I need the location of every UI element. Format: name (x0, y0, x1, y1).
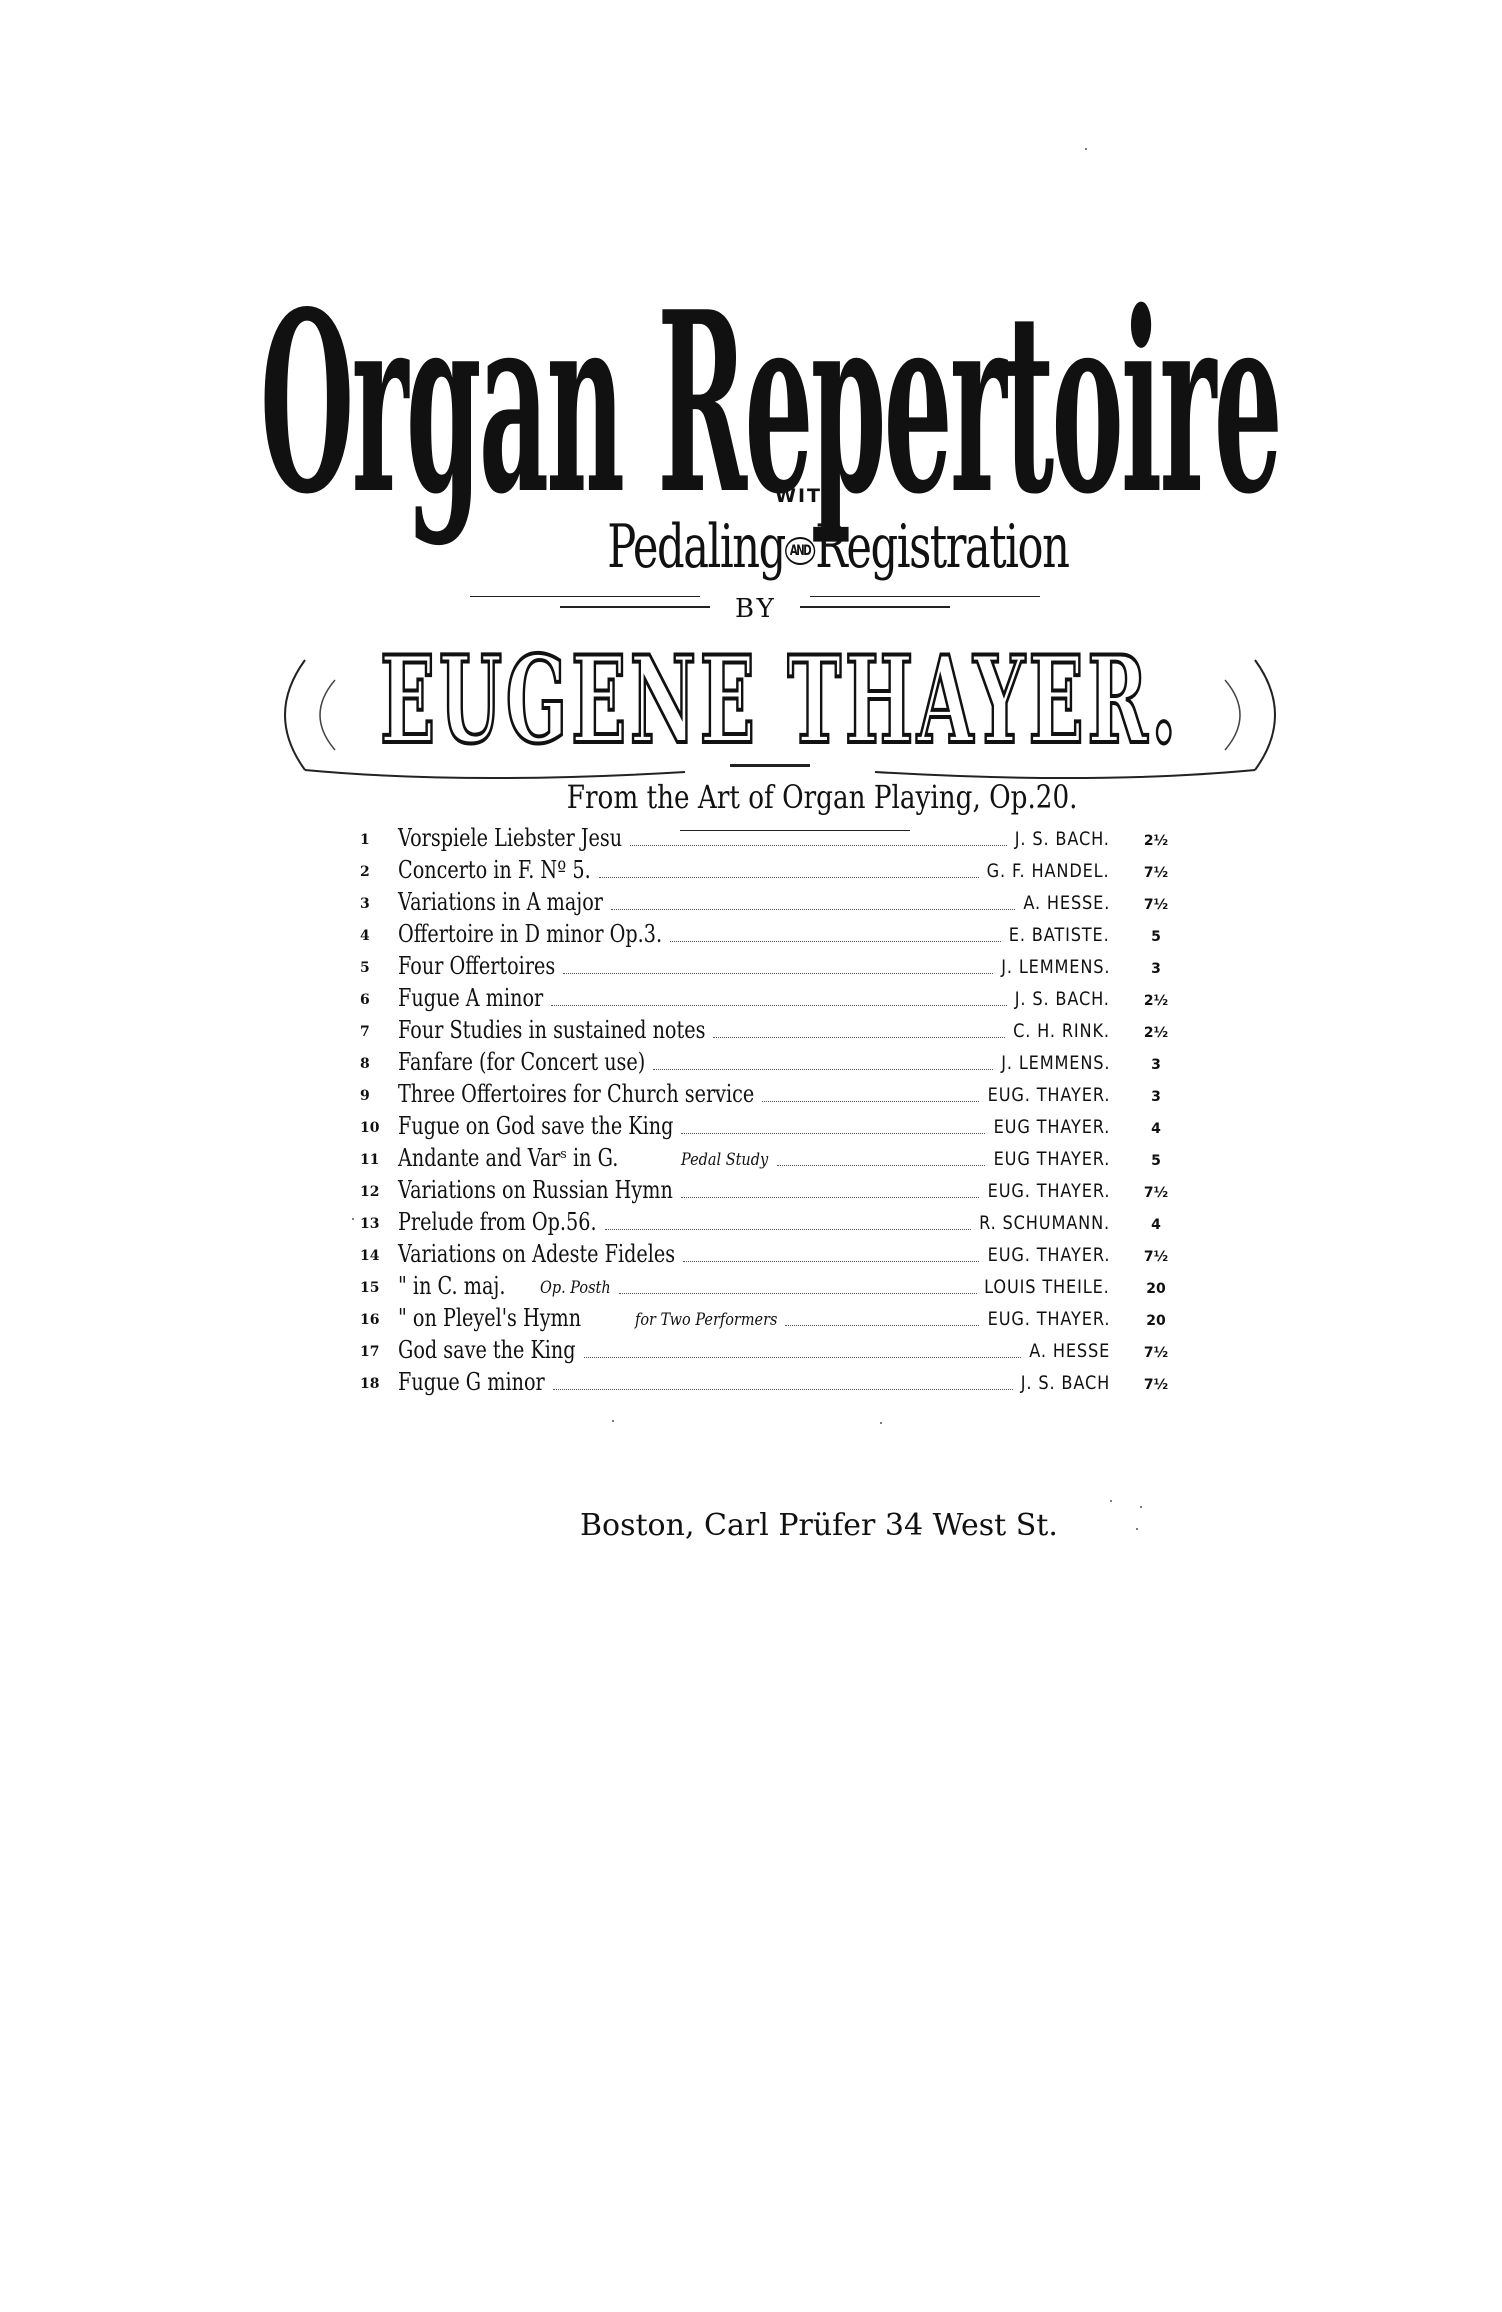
price: 7½ (1143, 865, 1169, 881)
price: 7½ (1143, 1185, 1169, 1201)
contents-row (360, 1300, 1190, 1332)
piece-title: Concerto in F. Nº 5. (398, 856, 591, 884)
leader-dots (584, 1357, 1022, 1358)
price: 4 (1151, 1217, 1161, 1233)
price: 7½ (1143, 1249, 1169, 1265)
composer-name: J. LEMMENS. (1000, 1052, 1110, 1074)
piece-title: Variations on Adeste Fideles (398, 1240, 676, 1268)
by-label: BY (735, 594, 777, 624)
piece-title: Four Offertoires (398, 952, 556, 980)
item-number: 11 (360, 1152, 380, 1168)
leader-dots (599, 877, 979, 878)
price: 20 (1146, 1281, 1166, 1297)
piece-title: God save the King (398, 1336, 576, 1364)
composer-name: G. F. HANDEL. (987, 860, 1110, 882)
contents-row (360, 820, 1190, 852)
contents-row (360, 1332, 1190, 1364)
item-number: 6 (360, 992, 370, 1008)
piece-title: Vorspiele Liebster Jesu (398, 824, 623, 852)
leader-dots (605, 1229, 972, 1230)
leader-dots (670, 941, 1001, 942)
composer-name: EUG. THAYER. (987, 1180, 1110, 1202)
item-number: 16 (360, 1312, 380, 1328)
piece-title: Fugue on God save the King (398, 1112, 674, 1140)
price: 3 (1151, 961, 1161, 977)
composer-name: EUG THAYER. (993, 1116, 1110, 1138)
price: 3 (1151, 1057, 1161, 1073)
contents-row (360, 852, 1190, 884)
price: 2½ (1143, 833, 1169, 849)
item-number: 10 (360, 1120, 380, 1136)
leader-dots (553, 1389, 1013, 1390)
composer-name: A. HESSE. (1023, 892, 1110, 914)
item-number: 5 (360, 960, 370, 976)
author-name (370, 630, 1190, 760)
author-name-text: EUGENE THAYER. (380, 630, 1180, 760)
leader-dots (762, 1101, 979, 1102)
item-number: 17 (360, 1344, 380, 1360)
piece-title: Prelude from Op.56. (398, 1208, 597, 1236)
piece-title: Variations on Russian Hymn (398, 1176, 673, 1204)
composer-name: EUG. THAYER. (987, 1308, 1110, 1330)
item-number: 12 (360, 1184, 380, 1200)
price: 7½ (1143, 1377, 1169, 1393)
price: 4 (1151, 1121, 1161, 1137)
item-number: 2 (360, 864, 370, 880)
contents-row (360, 1140, 1190, 1172)
subtitle-registration: Registration (815, 512, 1069, 582)
composer-name: J. LEMMENS. (1000, 956, 1110, 978)
piece-note: Pedal Study (681, 1150, 769, 1170)
price: 2½ (1143, 1025, 1169, 1041)
price: 7½ (1143, 1345, 1169, 1361)
leader-dots (551, 1005, 1007, 1006)
piece-title: Three Offertoires for Church service (398, 1080, 755, 1108)
contents-row (360, 1268, 1190, 1300)
leader-dots (653, 1069, 993, 1070)
contents-row (360, 1012, 1190, 1044)
swash-line (560, 606, 710, 608)
contents-row (360, 916, 1190, 948)
item-number: 4 (360, 928, 370, 944)
subtitle-pedaling: Pedaling (607, 512, 785, 582)
piece-title: Fugue G minor (398, 1368, 545, 1396)
leader-dots (681, 1197, 979, 1198)
contents-row (360, 1204, 1190, 1236)
piece-title: Fugue A minor (398, 984, 544, 1012)
leader-dots (683, 1261, 979, 1262)
contents-row (360, 1076, 1190, 1108)
piece-note: for Two Performers (634, 1310, 778, 1330)
contents-row (360, 1236, 1190, 1268)
composer-name: C. H. RINK. (1013, 1020, 1110, 1042)
leader-dots (619, 1293, 977, 1294)
piece-title: Four Studies in sustained notes (398, 1016, 706, 1044)
leader-dots (713, 1037, 1005, 1038)
price: 2½ (1143, 993, 1169, 1009)
subtitle-and-ornament: AND (785, 537, 815, 565)
composer-name: J. S. BACH. (1014, 988, 1110, 1010)
contents-row (360, 1364, 1190, 1396)
contents-row (360, 980, 1190, 1012)
leader-dots (630, 845, 1007, 846)
composer-name: EUG. THAYER. (987, 1244, 1110, 1266)
price: 3 (1151, 1089, 1161, 1105)
composer-name: J. S. BACH. (1014, 828, 1110, 850)
piece-title: " on Pleyel's Hymn (398, 1304, 582, 1332)
price: 20 (1146, 1313, 1166, 1329)
item-number: 3 (360, 896, 370, 912)
swash-line (470, 596, 700, 597)
swash-line (800, 606, 950, 608)
piece-note: Op. Posth (540, 1278, 611, 1298)
publisher-imprint: Boston, Carl Prüfer 34 West St. (580, 1508, 1058, 1543)
piece-title: Offertoire in D minor Op.3. (398, 920, 663, 948)
leader-dots (563, 973, 993, 974)
composer-name: J. S. BACH (1020, 1372, 1110, 1394)
composer-name: LOUIS THEILE. (984, 1276, 1110, 1298)
item-number: 13 (360, 1216, 380, 1232)
contents-row (360, 1172, 1190, 1204)
subtitle (607, 512, 1069, 582)
swash-line (810, 596, 1040, 597)
composer-name: A. HESSE (1029, 1340, 1110, 1362)
item-number: 9 (360, 1088, 370, 1104)
leader-dots (785, 1325, 979, 1326)
price: 5 (1151, 1153, 1161, 1169)
composer-name: E. BATISTE. (1009, 924, 1110, 946)
piece-title: Variations in A major (398, 888, 603, 916)
composer-name: EUG. THAYER. (987, 1084, 1110, 1106)
item-number: 1 (360, 832, 370, 848)
composer-name: EUG THAYER. (993, 1148, 1110, 1170)
contents-list (360, 820, 1190, 1396)
leader-dots (777, 1165, 986, 1166)
contents-row (360, 1108, 1190, 1140)
leader-dots (611, 909, 1015, 910)
source-line: From the Art of Organ Playing, Op.20. (566, 778, 1078, 816)
item-number: 14 (360, 1248, 380, 1264)
item-number: 8 (360, 1056, 370, 1072)
contents-row (360, 948, 1190, 980)
contents-row (360, 884, 1190, 916)
piece-title: Andante and Varˢ in G. (398, 1144, 619, 1172)
price: 5 (1151, 929, 1161, 945)
piece-title: Fanfare (for Concert use) (398, 1048, 646, 1076)
contents-row (360, 1044, 1190, 1076)
leader-dots (681, 1133, 985, 1134)
with-label: WITH (775, 485, 840, 507)
divider-line (730, 764, 810, 767)
piece-title: " in C. maj. (398, 1272, 506, 1300)
title-main-text: Organ Repertoire (260, 258, 1280, 549)
item-number: 7 (360, 1024, 370, 1040)
price: 7½ (1143, 897, 1169, 913)
item-number: 15 (360, 1280, 380, 1296)
composer-name: R. SCHUMANN. (979, 1212, 1110, 1234)
item-number: 18 (360, 1376, 380, 1392)
